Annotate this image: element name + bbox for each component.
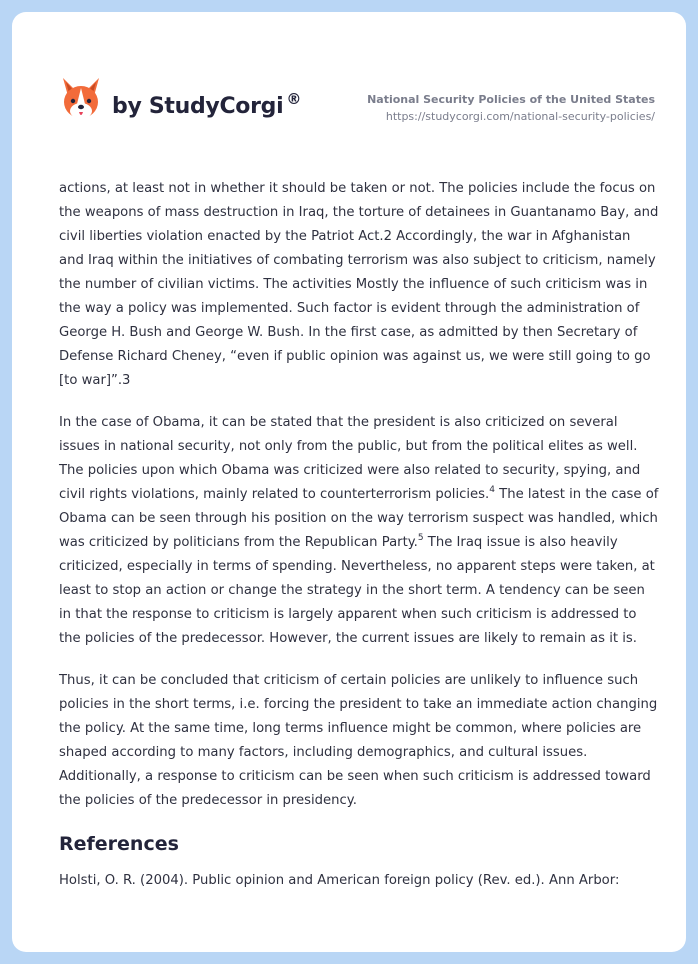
paragraph-2-text-a: In the case of Obama, it can be stated that the president is also criticized on several issues in national security, not only from the public, but from the political elites as well. The policies upon which Obama was criticized were also related to security, spying, and civil rights violations, mainly related to counterterrorism policies.: [59, 415, 641, 502]
paragraph-3: Thus, it can be concluded that criticism of certain policies are unlikely to influence such policies in the short terms, i.e. forcing the president to take an immediate action changing the policy. At the same time, long terms influence might be common, where policies are shaped according to many factors, including demographics, and cultural issues. Additionally, a response to criticism can be seen when such criticism is addressed toward the policies of the predecessor in presidency.: [59, 673, 658, 808]
document-page: [12, 12, 686, 952]
page-header: [12, 12, 686, 152]
paragraph-2-text-b: The latest in the case of Obama can be seen through his position on the way terrorism suspect was handled, which was criticized by politicians from the Republican Party.: [59, 487, 659, 550]
footnote-5: 5: [417, 533, 424, 543]
footnote-4: 4: [489, 485, 495, 495]
corgi-logo-icon: [60, 76, 102, 122]
document-url[interactable]: https://studycorgi.com/national-security-policies/: [385, 110, 655, 123]
references-heading: References: [59, 833, 179, 855]
registered-mark: ®: [286, 90, 302, 108]
paragraph-1: actions, at least not in whether it should be taken or not. The policies include the focus on the weapons of mass destruction in Iraq, the torture of detainees in Guantanamo Bay, and civil liberties violation enacted by the Patriot Act.2 Accordingly, the war in Afghanistan and Iraq within the initiatives of combating terrorism was also subject to criticism, namely the number of civilian victims. The activities Mostly the influence of such criticism was in the way a policy was implemented. Such factor is evident through the administration of George H. Bush and George W. Bush. In the first case, as admitted by then Secretary of Defense Richard Cheney, “even if public opinion was against us, we were still going to go [to war]”.3: [59, 181, 659, 388]
paragraph-2: [59, 411, 659, 651]
paragraph-2-text-c: The Iraq issue is also heavily criticized, especially in terms of spending. Nevertheless, no apparent steps were taken, at least to stop an action or change the strategy in the short term. A tendency can be seen in that the response to criticism is largely apparent when such criticism is addressed to the policies of the predecessor. However, the current issues are likely to remain as it is.: [59, 535, 655, 646]
brand-name: [112, 90, 302, 119]
reference-item: Holsti, O. R. (2004). Public opinion and American foreign policy (Rev. ed.). Ann Arbor:: [59, 873, 620, 888]
brand-text: by StudyCorgi: [112, 94, 284, 119]
document-body: [59, 177, 659, 893]
document-title: National Security Policies of the United States: [367, 93, 655, 106]
